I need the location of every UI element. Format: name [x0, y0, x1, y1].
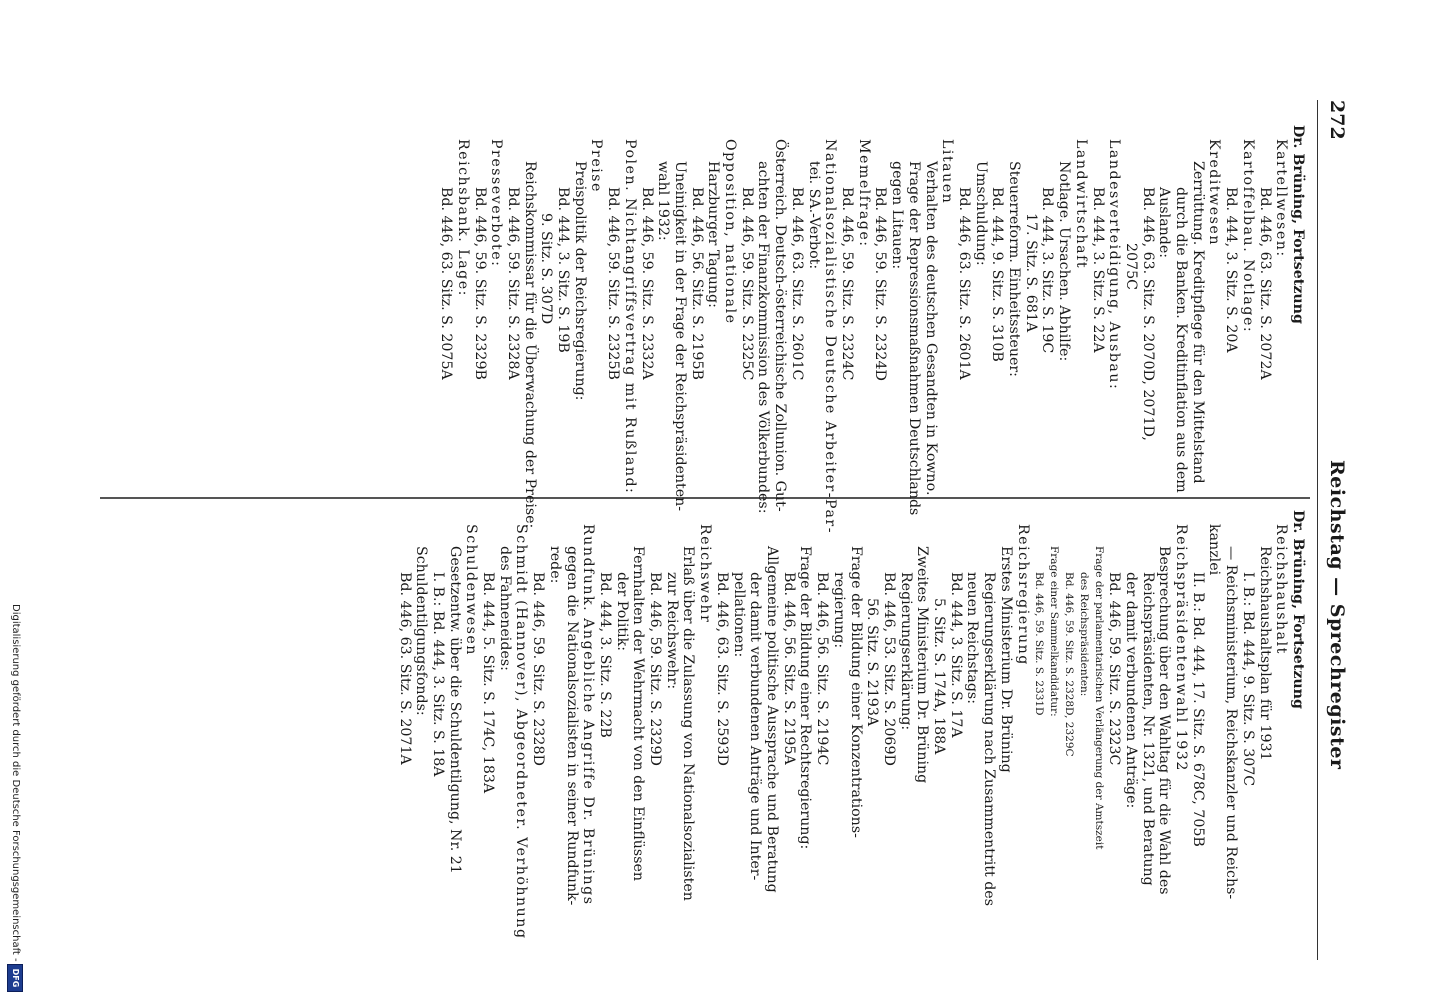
index-entry: Bd. 446, 63. Sitz. S. 2601A — [955, 187, 972, 380]
index-entry: Frage der Bildung einer Konzentrations- — [847, 546, 864, 838]
index-entry: Harzburger Tagung: — [705, 161, 722, 308]
column-divider — [100, 497, 1310, 499]
index-entry: I. B.: Bd. 444, 3. Sitz. S. 18A — [429, 572, 446, 777]
index-entry: des Reichspräsidenten: — [1077, 572, 1090, 697]
index-entry: Landwirtschaft — [1072, 139, 1089, 270]
index-entry: Kreditwesen — [1206, 139, 1223, 246]
index-entry: Reichshaushalt — [1273, 524, 1290, 655]
index-entry: Bd. 444, 9. Sitz. S. 310B — [989, 187, 1006, 362]
index-entry: gegen Litauen: — [889, 161, 906, 270]
index-entry: Frage einer Sammelkandidatur: — [1047, 546, 1060, 717]
index-entry: Reichswehr — [697, 524, 714, 624]
index-entry: Bd. 446, 56. Sitz. S. 2195A — [780, 572, 797, 765]
index-entry: Bd. 446, 59. Sitz. S. 2328D, 2329C — [1062, 572, 1075, 757]
running-head: Reichstag — Sprechregister — [1326, 460, 1348, 770]
index-entry: Notlage. Ursachen. Abhilfe: — [1056, 161, 1073, 362]
index-entry: Österreich. Deutsch-österreichische Zollunion. Gut- — [772, 139, 789, 512]
index-entry: Zerrüttung. Kreditpflege für den Mittelstand — [1189, 161, 1206, 484]
index-entry: Zweites Ministerium Dr. Brüning — [914, 546, 931, 784]
index-entry: Bd. 446, 59. Sitz. S. 2323C — [1106, 572, 1123, 766]
index-entry: Bd. 446, 63. Sitz. S. 2075A — [438, 187, 455, 380]
index-entry: Bd. 446, 63. Sitz. S. 2072A — [1256, 187, 1273, 380]
index-entry: Memelfrage: — [855, 139, 872, 248]
index-entry: Bd. 444, 3. Sitz. S. 22A — [1089, 187, 1106, 353]
index-entry: Allgemeine politische Aussprache und Beratung — [764, 546, 781, 893]
index-entry: Auslande: — [1156, 187, 1173, 259]
index-entry: Bd. 446, 59. Sitz. S. 2328A — [504, 187, 521, 380]
index-entry: Preispolitik der Reichsregierung: — [571, 161, 588, 401]
index-entry: Opposition, nationale — [722, 139, 739, 325]
index-entry: Dr. Brüning, Fortsetzung — [1290, 510, 1306, 709]
index-entry: regierung: — [830, 572, 847, 649]
index-entry: pellationen: — [730, 572, 747, 658]
left-column — [437, 125, 1306, 534]
index-entry: Bd. 446, 56. Sitz. S. 2194C — [814, 572, 831, 766]
index-entry: Bd. 444, 3. Sitz. S. 20A — [1223, 187, 1240, 353]
index-entry: Bd. 446, 59. Sitz. S. 2328D — [530, 572, 547, 766]
index-entry: Umschuldung: — [972, 161, 989, 266]
dfg-logo: DFG — [7, 964, 23, 992]
index-entry: Kartoffelbau. Notlage: — [1239, 139, 1256, 334]
index-entry: Steuerreform. Einheitssteuer: — [1006, 161, 1023, 377]
index-entry: tei. SA.-Verbot: — [805, 161, 822, 270]
index-entry: Bd. 444, 5. Sitz. S. 174C, 183A — [480, 572, 497, 794]
index-entry: Bd. 444, 3. Sitz. S. 19B — [555, 187, 572, 353]
index-entry: Frage der Repressionsmaßnahmen Deutschlands — [905, 161, 922, 516]
index-entry: zur Reichswehr: — [663, 572, 680, 690]
index-entry: Erlaß über die Zulassung von Nationalsozialisten — [680, 546, 697, 901]
index-entry: Landesverteidigung, Ausbau: — [1106, 139, 1123, 391]
index-entry: Preise — [588, 139, 605, 193]
index-entry: II. B.: Bd. 444, 17. Sitz. S. 678C, 705B — [1189, 572, 1206, 847]
index-entry: Dr. Brüning, Fortsetzung — [1290, 125, 1306, 324]
index-entry: Bd. 446, 59. Sitz. S. 2324D — [872, 187, 889, 381]
index-entry: Bd. 446, 59. Sitz. S. 2325C — [738, 187, 755, 381]
index-entry: Reichspräsidentenwahl 1932 — [1173, 524, 1190, 772]
index-entry: des Fahneneides: — [496, 546, 513, 671]
index-entry: Polen. Nichtangriffsvertrag mit Rußland: — [621, 139, 638, 495]
index-entry: kanzlei — [1206, 524, 1223, 576]
index-entry: Regierungserklärung: — [897, 572, 914, 731]
index-entry: der damit verbundenen Anträge: — [1122, 572, 1139, 809]
index-entry: Gesetzentw. über die Schuldentilgung, Nr. 21 — [446, 546, 463, 874]
index-entry: Erstes Ministerium Dr. Brüning — [997, 546, 1014, 773]
page-number: 272 — [1326, 100, 1348, 140]
index-entry: Bd. 446, 63. Sitz. S. 2593D — [713, 572, 730, 766]
index-entry: Schuldenwesen — [463, 524, 480, 656]
index-entry: Bd. 444, 3. Sitz. S. 22B — [596, 572, 613, 738]
index-entry: Verhalten des deutschen Gesandten in Kowno. — [922, 161, 939, 496]
index-entry: rede: — [546, 546, 563, 584]
index-entry: 17. Sitz. S. 681A — [1022, 213, 1039, 333]
page-header — [1317, 100, 1354, 960]
index-entry: gegen die Nationalsozialisten in seiner Rundfunk- — [563, 546, 580, 906]
index-entry: Bd. 446, 59. Sitz. S. 2332A — [638, 187, 655, 380]
index-entry: Bd. 446, 59. Sitz. S. 2329B — [471, 187, 488, 380]
index-entry: wahl 1932: — [655, 161, 672, 241]
index-entry: Bd. 446, 59. Sitz. S. 2324C — [839, 187, 856, 381]
index-entry: Reichsbank. Lage: — [454, 139, 471, 297]
index-entry: Reichspräsidenten, Nr. 1321, und Beratung — [1139, 572, 1156, 886]
index-entry: Presseverbote: — [488, 139, 505, 268]
index-entry: Bd. 446, 59. Sitz. S. 2329D — [647, 572, 664, 766]
index-entry: der Politik: — [613, 572, 630, 651]
index-entry: Bd. 446, 59. Sitz. S. 2331D — [1032, 572, 1045, 716]
index-entry: I. B.: Bd. 444, 9. Sitz. S. 307C — [1239, 572, 1256, 787]
index-entry: Nationalsozialistische Deutsche Arbeiter-Par- — [822, 139, 839, 534]
index-entry: Bd. 446, 63. Sitz. S. 2601C — [788, 187, 805, 381]
digitization-note: Digitalisierung gefördert durch die Deutsche Forschungsgemeinschaft - — [10, 604, 21, 962]
index-entry: durch die Banken. Kreditinflation aus dem — [1173, 187, 1190, 493]
index-entry: Regierungserklärung nach Zusammentritt des — [981, 572, 998, 906]
index-entry: Rundfunk. Angebliche Angriffe Dr. Brünings — [580, 524, 597, 906]
index-entry: achten der Finanzkommission des Völkerbundes: — [755, 161, 772, 514]
index-entry: Bd. 446, 63. Sitz. S. 2070D, 2071D, — [1139, 187, 1156, 441]
index-entry: Bd. 446, 63. Sitz. S. 2071A — [396, 572, 413, 765]
index-entry: neuen Reichstags: — [964, 572, 981, 704]
index-entry: Reichskommissar für die Überwachung der Preise: — [521, 161, 538, 529]
index-entry: Frage der Bildung einer Rechtsregierung: — [797, 546, 814, 850]
index-entry: der damit verbundenen Anträge und Inter- — [747, 572, 764, 881]
index-entry: Litauen — [939, 139, 956, 205]
index-entry: Frage der parlamentarischen Verlängerung der Amtszeit — [1092, 546, 1105, 850]
index-entry: Schmidt (Hannover), Abgeordneter. Verhöhnung — [513, 524, 530, 940]
index-entry: 56. Sitz. S. 2193A — [864, 598, 881, 727]
right-column — [396, 510, 1306, 940]
index-entry: 2075C — [1122, 243, 1139, 290]
index-entry: Bd. 444, 3. Sitz. S. 17A — [947, 572, 964, 738]
index-entry: Kartellwesen: — [1273, 139, 1290, 258]
index-entry: — Reichsministerium, Reichskanzler und Reichs- — [1223, 546, 1240, 900]
index-entry: Bd. 446, 56. Sitz. S. 2195B — [688, 187, 705, 380]
index-entry: Bd. 446, 53. Sitz. S. 2069D — [880, 572, 897, 766]
index-entry: 9. Sitz. S. 307D — [538, 213, 555, 325]
index-entry: Reichshaushaltsplan für 1931 — [1256, 546, 1273, 761]
index-entry: Uneinigkeit in der Frage der Reichspräsidenten- — [671, 161, 688, 512]
index-entry: Reichsregierung — [1014, 524, 1031, 666]
index-entry: Bd. 444, 3. Sitz. S. 19C — [1039, 187, 1056, 354]
index-entry: Besprechung über den Wahltag für die Wahl des — [1156, 546, 1173, 895]
index-entry: Fernhalten der Wehrmacht von den Einflüssen — [630, 546, 647, 882]
index-entry: 5. Sitz. S. 174A, 188A — [931, 598, 948, 755]
index-entry: Schuldentilgungsfonds: — [413, 546, 430, 716]
index-entry: Bd. 446, 59. Sitz. S. 2325B — [605, 187, 622, 380]
